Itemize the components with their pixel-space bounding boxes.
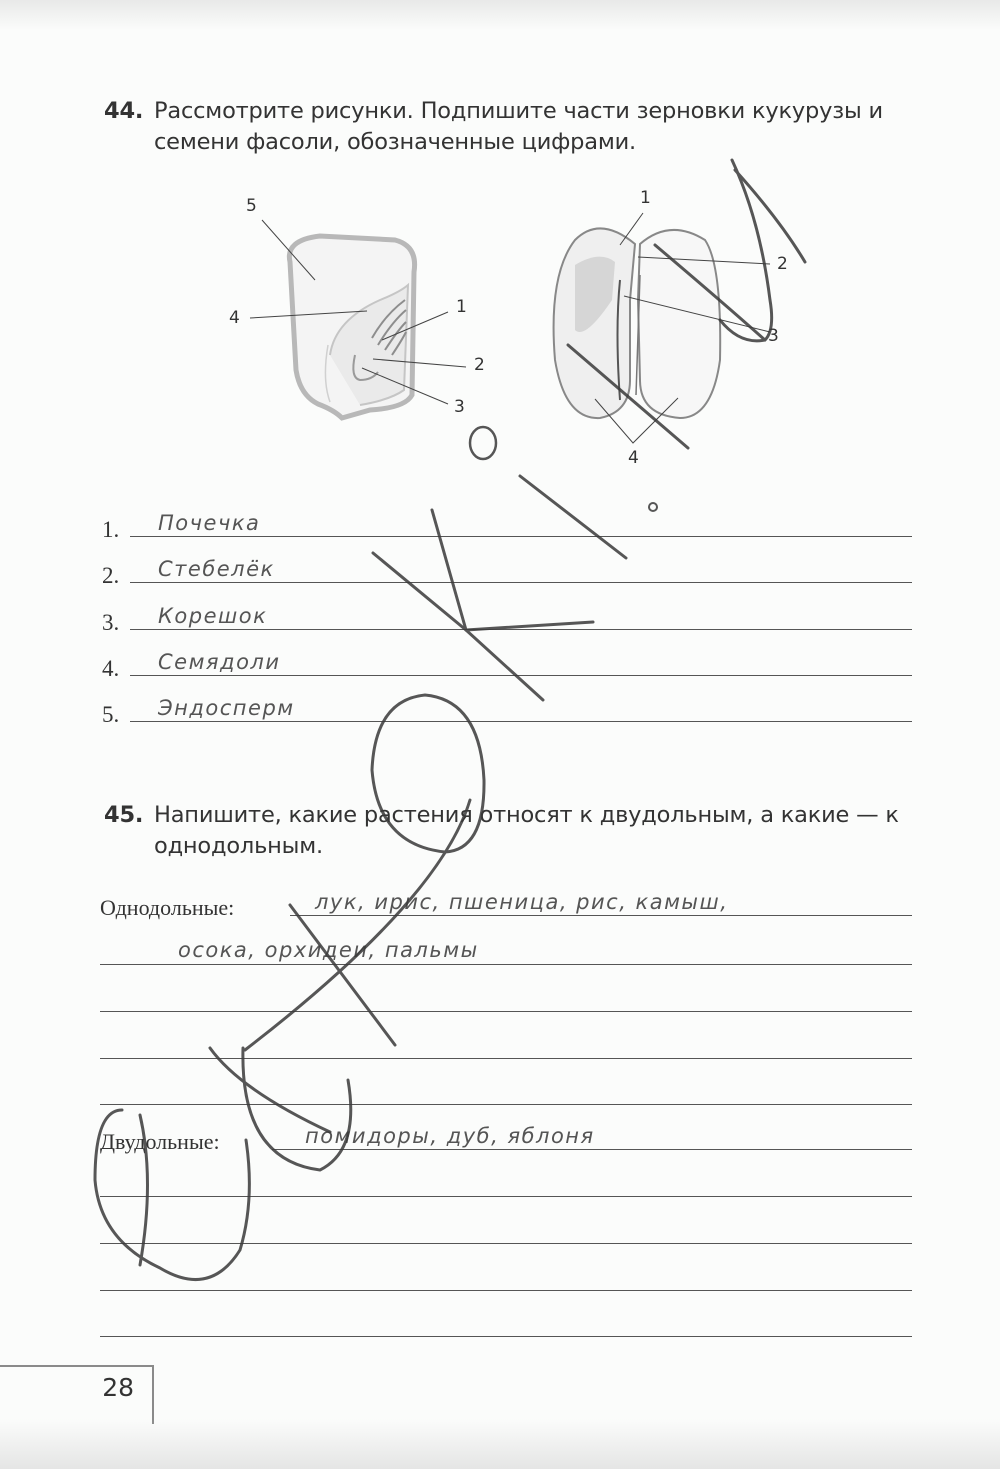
- task-45-text: Напишите, какие растения относят к двудольным, а какие — к однодольным.: [154, 802, 899, 859]
- page-number-box: [0, 1365, 154, 1424]
- bean-label-4: 4: [628, 448, 639, 468]
- corn-label-5: 5: [246, 196, 257, 216]
- corn-label-2: 2: [474, 355, 485, 375]
- answer-row-1[interactable]: [100, 497, 912, 542]
- answer-number: 5.: [102, 702, 120, 727]
- answer-line: [130, 629, 912, 630]
- answer-line[interactable]: [100, 1104, 912, 1105]
- answer-row-4[interactable]: [100, 636, 912, 681]
- answer-number: 3.: [102, 610, 120, 635]
- answer-line[interactable]: [100, 1058, 912, 1059]
- answer-line: [130, 582, 912, 583]
- answer-text: Семядоли: [158, 650, 281, 674]
- task-45: [104, 800, 919, 862]
- monocots-answer-line-2: осока, орхидеи, пальмы: [178, 938, 479, 962]
- answer-text: Почечка: [158, 511, 261, 535]
- bean-label-3: 3: [768, 326, 779, 346]
- answer-row-5[interactable]: [100, 682, 912, 727]
- scan-noise-bottom: [0, 1419, 1000, 1469]
- answer-line[interactable]: [100, 964, 912, 965]
- bean-label-1: 1: [640, 188, 651, 208]
- answer-line: [272, 1149, 912, 1150]
- answer-line: [130, 675, 912, 676]
- bean-seed-illustration: [0, 0, 1000, 500]
- task-44-number: 44.: [104, 98, 144, 124]
- answer-line[interactable]: [100, 1011, 912, 1012]
- answer-row-2[interactable]: [100, 543, 912, 588]
- answer-line: [290, 915, 912, 916]
- answer-number: 4.: [102, 656, 120, 681]
- monocots-row[interactable]: [100, 876, 912, 920]
- page-number: 28: [102, 1373, 134, 1402]
- bean-label-2: 2: [777, 254, 788, 274]
- answer-number: 1.: [102, 517, 120, 542]
- answer-line[interactable]: [100, 1243, 912, 1244]
- answer-text: Корешок: [158, 604, 268, 628]
- answer-text: Эндосперм: [158, 696, 295, 720]
- seed-diagrams: [0, 0, 1000, 500]
- answer-line[interactable]: [100, 1336, 912, 1337]
- answer-line[interactable]: [100, 1196, 912, 1197]
- answer-number: 2.: [102, 563, 120, 588]
- corn-label-3: 3: [454, 397, 465, 417]
- corn-label-4: 4: [229, 308, 240, 328]
- task-44-text: Рассмотрите рисунки. Подпишите части зерновки кукурузы и семени фасоли, обозначенные цифрами.: [154, 98, 883, 155]
- monocots-answer-line-1: лук, ирис, пшеница, рис, камыш,: [315, 890, 729, 914]
- answer-line: [130, 721, 912, 722]
- task-45-number: 45.: [104, 802, 144, 828]
- answer-row-3[interactable]: [100, 590, 912, 635]
- corn-label-1: 1: [456, 297, 467, 317]
- dicots-answer-line-1: помидоры, дуб, яблоня: [305, 1124, 595, 1148]
- answer-line[interactable]: [100, 1290, 912, 1291]
- answer-line: [130, 536, 912, 537]
- monocots-label: Однодольные:: [100, 895, 235, 920]
- dicots-row[interactable]: [100, 1110, 912, 1154]
- dicots-label: Двудольные:: [100, 1129, 220, 1154]
- answer-text: Стебелёк: [158, 557, 275, 581]
